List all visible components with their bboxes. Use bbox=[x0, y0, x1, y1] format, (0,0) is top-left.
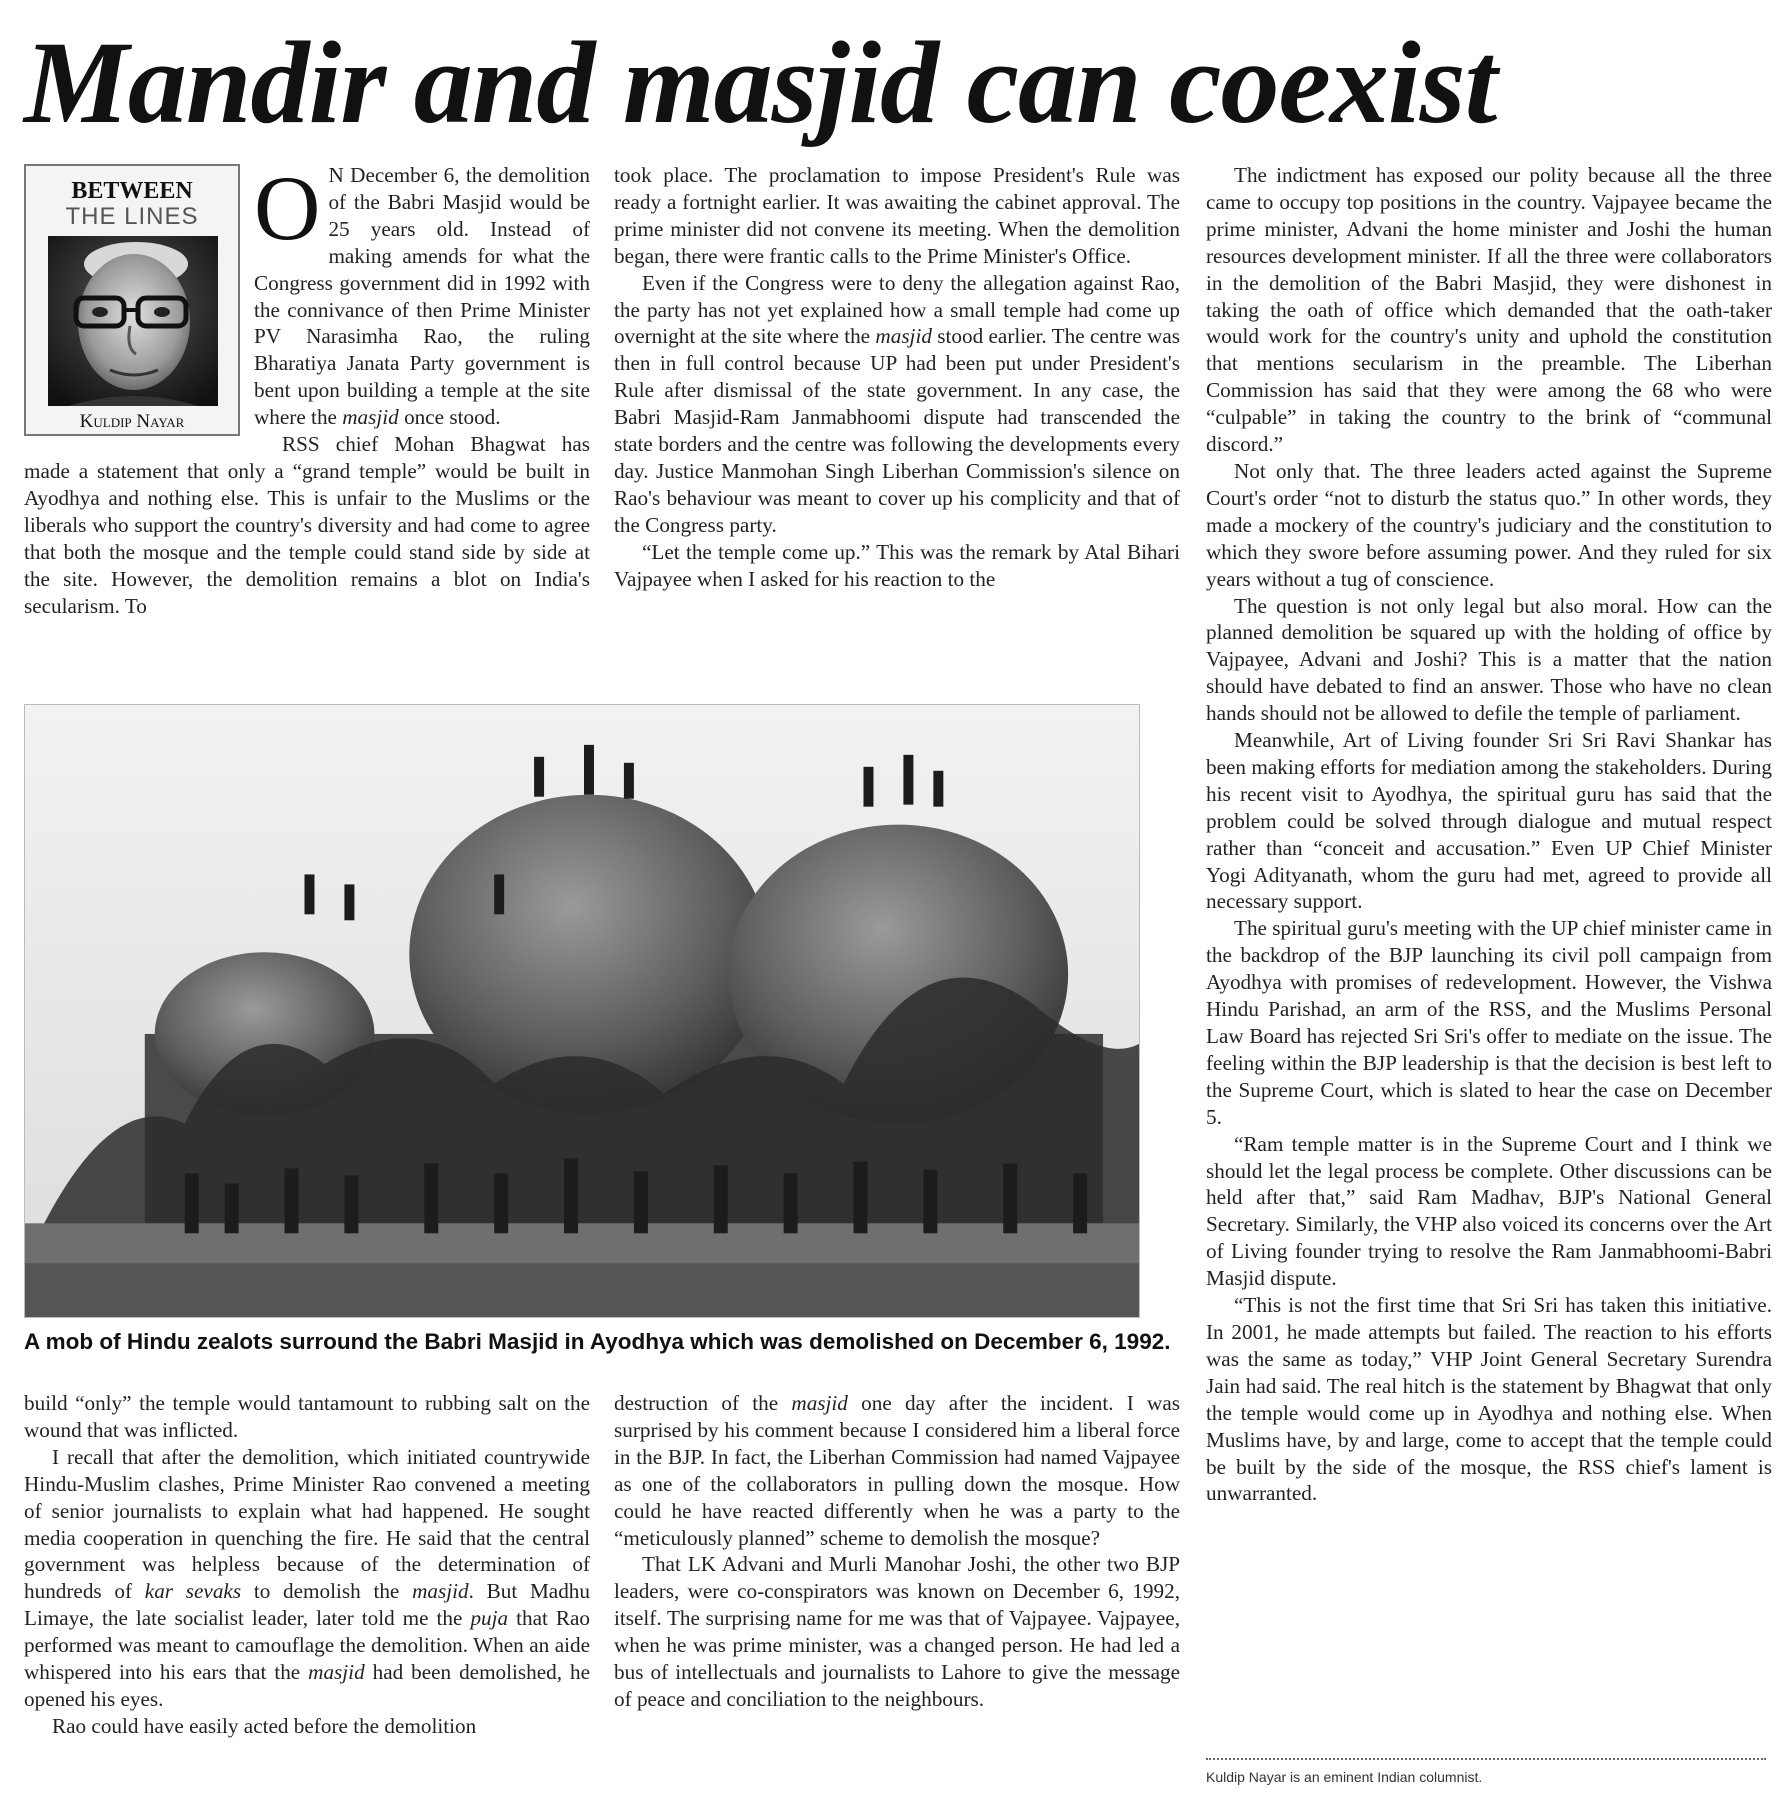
article-column-3 bbox=[1206, 162, 1772, 1752]
column-title-line1: BETWEEN bbox=[71, 178, 193, 204]
article-column-1 bbox=[24, 162, 590, 672]
article-column-2 bbox=[614, 162, 1180, 672]
column-logo-box bbox=[24, 164, 240, 436]
paragraph: Meanwhile, Art of Living founder Sri Sri Ravi Shankar has been making efforts for mediation among the stakeholders. During his recent visit to Ayodhya, the spiritual guru has said that the problem could be solved through dialogue and mutual respect rather than “conceit and accusation.” Even UP Chief Minister Yogi Adityanath, whom the guru had met, agreed to provide all necessary support. bbox=[1206, 728, 1772, 914]
footnote-divider bbox=[1206, 1758, 1766, 1760]
drop-cap: O bbox=[254, 162, 321, 259]
paragraph: That LK Advani and Murli Manohar Joshi, the other two BJP leaders, were co-conspirators was known on December 6, 1992, itself. The surprising name for me was that of Vajpayee. Vajpayee, when he was prime minister, was a changed person. He had led a bus of intellectuals and journalists to Lahore to give the message of peace and conciliation to the neighbours. bbox=[614, 1552, 1180, 1711]
paragraph: destruction of the masjid one day after the incident. I was surprised by his comment because I considered him a liberal force in the BJP. In fact, the Liberhan Commission had named Vajpayee as one of the collaborators in pulling down the mosque. How could he have reacted differently when he was a party to the “meticulously planned” scheme to demolish the mosque? bbox=[614, 1391, 1180, 1550]
paragraph: Even if the Congress were to deny the allegation against Rao, the party has not yet explained how a small temple had come up overnight at the site where the masjid stood earlier. The centre was then in full control because UP had been put under President's Rule after dismissal of the state government. In any case, the Babri Masjid-Ram Janmabhoomi dispute had transcended the state borders and the centre was following the developments every day. Justice Manmohan Singh Liberhan Commission's silence on Rao's behaviour was meant to cover up his complicity and that of the Congress party. bbox=[614, 270, 1180, 537]
paragraph: “Ram temple matter is in the Supreme Court and I think we should let the legal process be complete. Other discussions can be held after that,” said Ram Madhav, BJP's National General Secretary. Similarly, the VHP also voiced its concerns over the Art of Living founder trying to resolve the Ram Janmabhoomi-Babri Masjid dispute. bbox=[1206, 1131, 1772, 1291]
article-column-1-continued bbox=[24, 1390, 590, 1790]
paragraph: I recall that after the demolition, which initiated countrywide Hindu-Muslim clashes, Prime Minister Rao convened a meeting of senior journalists to explain what had happened. He sought media cooperation in quenching the fire. He said that the central government was helpless because of the determination of hundreds of kar sevaks to demolish the masjid. But Madhu Limaye, the late socialist leader, later told me the puja that Rao performed was meant to camouflage the demolition. When an aide whispered into his ears that the masjid had been demolished, he opened his eyes. bbox=[24, 1444, 590, 1711]
paragraph: Rao could have easily acted before the demolition bbox=[52, 1713, 477, 1738]
paragraph: build “only” the temple would tantamount to rubbing salt on the wound that was inflicted. bbox=[24, 1391, 590, 1442]
paragraph: RSS chief Mohan Bhagwat has made a statement that only a “grand temple” would be built in Ayodhya and nothing else. This is unfair to the Muslims or the liberals who support the country's diversity and had come to agree that both the mosque and the temple could stand side by side at the site. However, the demolition remains a blot on India's secularism. To bbox=[24, 432, 590, 618]
paragraph: Not only that. The three leaders acted against the Supreme Court's order “not to disturb the status quo.” In other words, they made a mockery of the country's judiciary and the constitution to which they swore before assuming power. And they ruled for six years without a tug of conscience. bbox=[1206, 458, 1772, 591]
paragraph: “This is not the first time that Sri Sri has taken this initiative. In 2001, he made attempts but failed. The reaction to his efforts was the same as today,” VHP Joint General Secretary Surendra Jain had said. The real hitch is the statement by Bhagwat that only the temple would come up in Ayodhya and nothing else. When Muslims have, by and large, come to accept that the temple could be built by the side of the mosque, the RSS chief's lament is unwarranted. bbox=[1206, 1293, 1772, 1506]
headline: Mandir and masjid can coexist bbox=[24, 17, 1497, 148]
column-title-line2: THE LINES bbox=[65, 203, 199, 230]
paragraph: The question is not only legal but also moral. How can the planned demolition be squared up with the holding of office by Vajpayee, Advani and Joshi? This is a matter that the nation should have debated to find an answer. Those who have no clean hands should not be allowed to defile the temple of parliament. bbox=[1206, 593, 1772, 726]
paragraph: took place. The proclamation to impose President's Rule was ready a fortnight earlier. It was awaiting the cabinet approval. The prime minister did not convene its meeting. When the demolition began, there were frantic calls to the Prime Minister's Office. bbox=[614, 163, 1180, 268]
news-photo bbox=[24, 704, 1140, 1318]
author-portrait bbox=[48, 236, 218, 406]
paragraph: O N December 6, the demolition of the Babri Masjid would be 25 years old. Instead of making amends for what the Congress government did in 1992 with the connivance of then Prime Minister PV Narasimha Rao, the ruling Bharatiya Janata Party government is bent upon building a temple at the site where the masjid once stood. bbox=[254, 162, 590, 430]
paragraph: The indictment has exposed our polity because all the three came to occupy top positions in the country. Vajpayee became the prime minister, Advani the home minister and Joshi the human resources development minister. If all the three were collaborators in the demolition of the Babri Masjid, they were dishonest in taking the oath of office which demanded that the oath-taker would work for the country's unity and uphold the constitution that mentions secularism in the preamble. The Liberhan Commission has said that they were among the 68 who were “culpable” in taking the country to the brink of “communal discord.” bbox=[1206, 163, 1772, 457]
paragraph: The spiritual guru's meeting with the UP chief minister came in the backdrop of the BJP launching its civil poll campaign from Ayodhya with promises of redevelopment. However, the Vishwa Hindu Parishad, an arm of the RSS, and the Muslims Personal Law Board has rejected Sri Sri's offer to mediate on the issue. The feeling within the BJP leadership is that the decision is best left to the Supreme Court, which is slated to hear the case on December 5. bbox=[1206, 916, 1772, 1129]
photo-caption: A mob of Hindu zealots surround the Babri Masjid in Ayodhya which was demolished on December 6, 1992. bbox=[24, 1329, 1171, 1354]
article-column-2-continued bbox=[614, 1390, 1180, 1790]
author-name: Kuldip Nayar bbox=[79, 411, 185, 432]
paragraph: “Let the temple come up.” This was the remark by Atal Bihari Vajpayee when I asked for his reaction to the bbox=[614, 539, 1180, 591]
author-footnote: Kuldip Nayar is an eminent Indian columnist. bbox=[1206, 1769, 1483, 1785]
